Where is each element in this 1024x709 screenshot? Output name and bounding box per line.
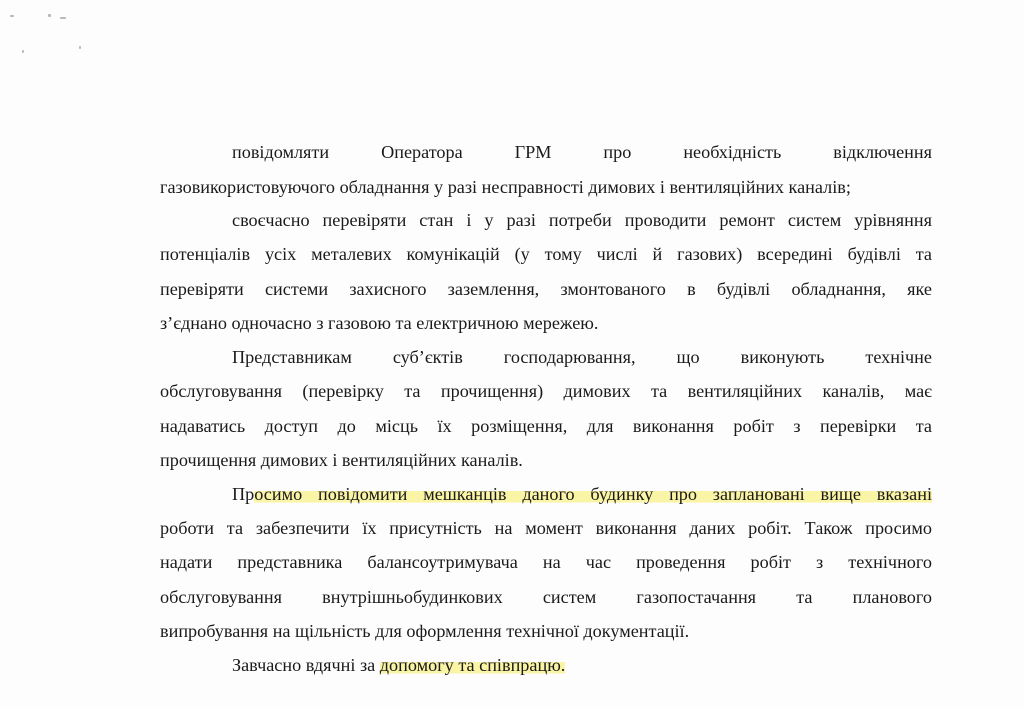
paragraph-line: надаватись доступ до місць їх розміщення, для виконання робіт з перевірки та (160, 416, 932, 436)
paragraph-line: роботи та забезпечити їх присутність на момент виконання даних робіт. Також просимо (160, 518, 932, 538)
paragraph-line: перевіряти системи захисного заземлення, змонтованого в будівлі обладнання, яке (160, 279, 932, 299)
paragraph-line: газовикористовуючого обладнання у разі несправності димових і вентиляційних каналів; (160, 177, 851, 197)
paragraph-line: надати представника балансоутримувача на час проведення робіт з технічного (160, 552, 932, 572)
paragraph-line: з’єднано одночасно з газовою та електричною мережею. (160, 313, 599, 333)
paragraph-line: потенціалів усіх металевих комунікацій (у тому числі й газових) всередині будівлі та (160, 244, 932, 264)
paragraph-line: обслуговування внутрішньобудинкових систем газопостачання та планового (160, 587, 932, 607)
closing-line (232, 654, 932, 676)
line-start: Пр (232, 484, 255, 504)
highlighted-paragraph-line (232, 483, 932, 505)
paragraph-line: випробування на щільність для оформлення технічної документації. (160, 621, 690, 641)
paragraph-line: повідомляти Оператора ГРМ про необхідність відключення (232, 142, 932, 162)
paragraph-line: обслуговування (перевірку та прочищення) димових та вентиляційних каналів, має (160, 381, 932, 401)
closing-start: Завчасно вдячні за (232, 655, 380, 675)
paragraph-line: прочищення димових і вентиляційних каналів. (160, 450, 523, 470)
highlighted-text: осимо повідомити мешканців даного будинку про заплановані вище вказані (254, 484, 932, 504)
paragraph-line: Представникам суб’єктів господарювання, що виконують технічне (232, 347, 932, 367)
highlighted-text: допомогу та співпрацю. (379, 655, 566, 675)
paragraph-line: своєчасно перевіряти стан і у разі потреби проводити ремонт систем урівняння (232, 210, 932, 230)
